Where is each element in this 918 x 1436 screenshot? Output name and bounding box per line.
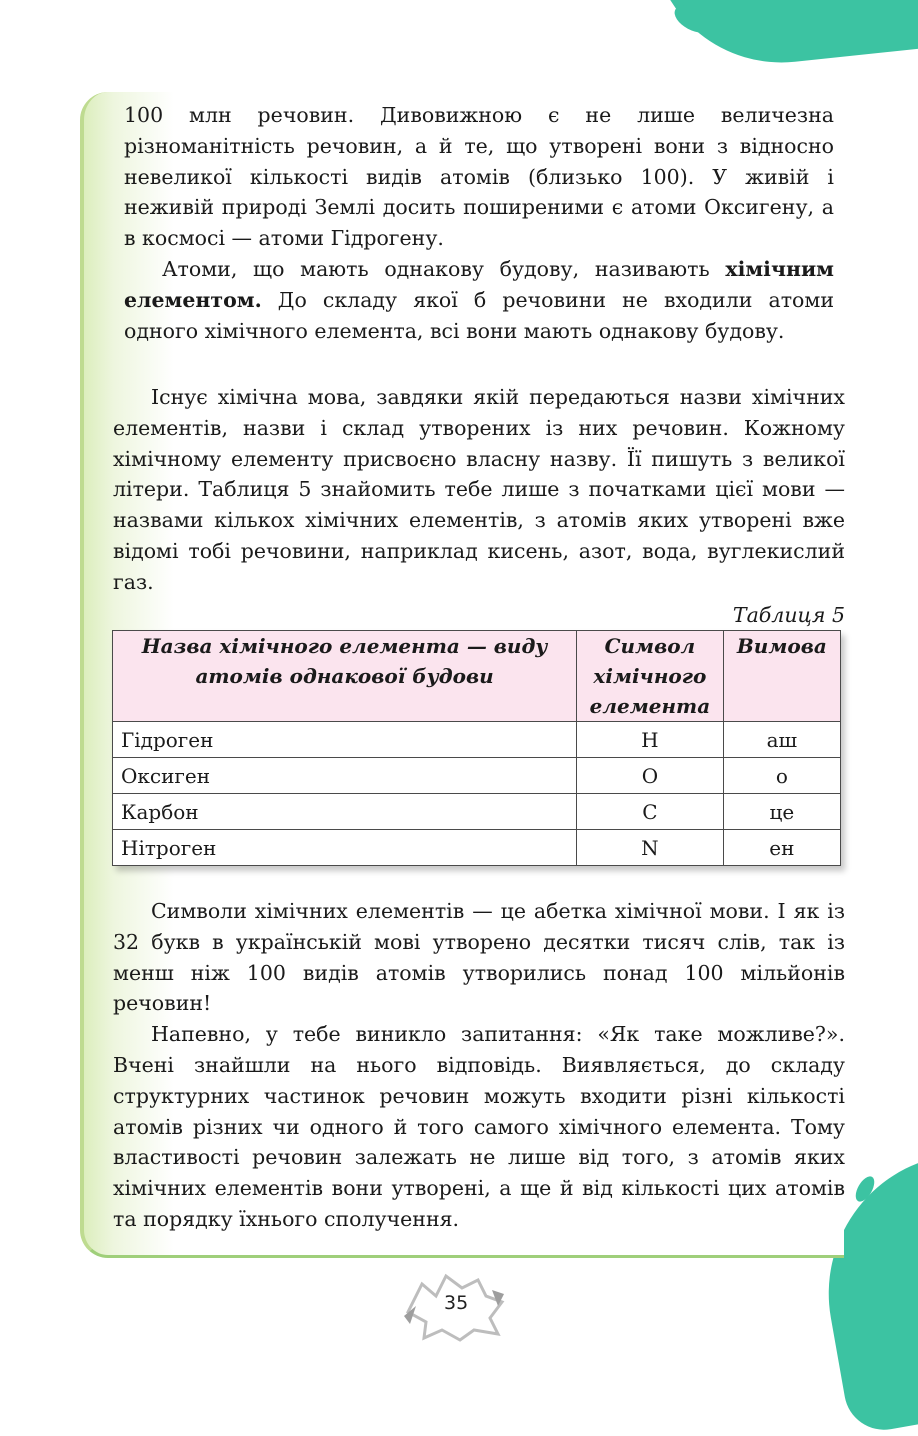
paragraph-2-start: Атоми, що мають однакову будову, називають <box>162 256 726 281</box>
element-pronunciation: це <box>723 794 840 830</box>
header-pronunciation: Вимова <box>723 631 840 722</box>
header-element-symbol: Символ хімічного елемента <box>577 631 724 722</box>
table-caption: Таблиця 5 <box>732 603 845 627</box>
closing-text-block <box>113 896 845 1235</box>
element-symbol: C <box>577 794 724 830</box>
paragraph-4: Символи хімічних елементів — це абетка хімічної мови. І як із 32 букв в українській мові утворено десятки тисяч слів, так із менш ніж 100 видів атомів утворились понад 100 мільйонів речовин! <box>113 899 845 1016</box>
element-name: Оксиген <box>113 758 577 794</box>
element-pronunciation: аш <box>723 722 840 758</box>
header-element-name: Назва хімічного елемента — виду атомів однакової будови <box>113 631 577 722</box>
page-number: 35 <box>444 1292 469 1314</box>
chemical-elements-table <box>112 630 841 866</box>
element-symbol: O <box>577 758 724 794</box>
element-name: Нітроген <box>113 830 577 866</box>
element-pronunciation: о <box>723 758 840 794</box>
element-name: Гідроген <box>113 722 577 758</box>
page-number-badge <box>402 1272 506 1342</box>
paragraph-1: 100 млн речовин. Дивовижною є не лише величезна різноманітність речовин, а й те, що утворені вони з відносно невеликої кількості видів атомів (близько 100). У живій і неживій природі Землі досить поширеними є атоми Оксигену, а в космосі — атоми Гідрогену. <box>124 103 834 251</box>
element-name: Карбон <box>113 794 577 830</box>
paragraph-2 <box>124 254 834 346</box>
table-row <box>113 722 841 758</box>
term-chemical-element: хімічним елементом. <box>124 256 834 312</box>
main-text-block <box>113 382 845 598</box>
element-symbol: N <box>577 830 724 866</box>
element-pronunciation: ен <box>723 830 840 866</box>
paragraph-5: Напевно, у тебе виникло запитання: «Як таке можливе?». Вчені знайшли на нього відповідь. Виявляється, до складу структурних частинок речовин можуть входити різні кількості атомів різних чи одного й того самого хімічного елемента. Тому властивості речовин залежать не лише від того, з атомів яких хімічних елементів вони утворені, а ще й від кількості цих атомів та порядку їхнього сполучення. <box>113 1022 845 1231</box>
table-row <box>113 758 841 794</box>
intro-text-block <box>124 100 834 346</box>
table-header-row <box>113 631 841 722</box>
table-row <box>113 794 841 830</box>
element-symbol: H <box>577 722 724 758</box>
table-row <box>113 830 841 866</box>
paragraph-3: Існує хімічна мова, завдяки якій передаються назви хімічних елементів, назви і склад утворених із них речовин. Кожному хімічному елементу присвоєно власну назву. Її пишуть з великої літери. Таблиця 5 знайомить тебе лише з початками цієї мови — назвами кількох хімічних елементів, з атомів яких утворені вже відомі тобі речовини, наприклад кисень, азот, вода, вуглекислий газ. <box>113 385 845 594</box>
paragraph-2-end: До складу якої б речовини не входили атоми одного хімічного елемента, всі вони мають однакову будову. <box>124 287 834 343</box>
